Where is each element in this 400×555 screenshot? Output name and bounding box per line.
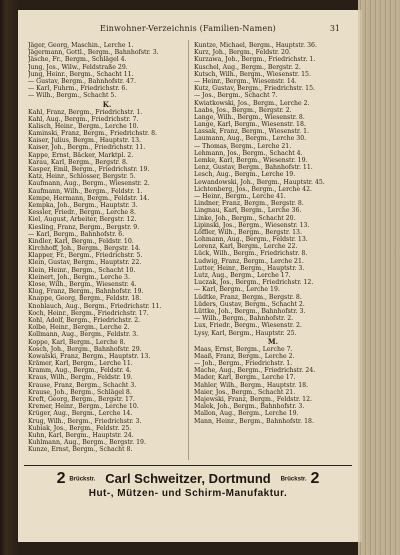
directory-entry: Kosch, Joh., Bergm., Bahnhofstr. 29. <box>28 345 142 353</box>
directory-entry: Kremer, Heinr., Bergm., Lerche 10. <box>28 403 139 411</box>
directory-entry: Luczak, Jos., Bergm., Friedrichstr. 12. <box>194 279 314 287</box>
directory-entry: Kreft, Georg, Bergm., Bergstr. 17. <box>28 396 135 403</box>
directory-entry: Kutz, Gustav, Bergm., Friedrichstr. 15. <box>194 85 315 93</box>
directory-entry: Kuhn, Karl, Bergm., Hauptstr. 24. <box>28 431 134 439</box>
page-number: 31 <box>329 24 340 33</box>
directory-entry: Linke, Joh., Bergm., Schacht 20. <box>194 214 296 222</box>
directory-entry: Lichtenberg, Jos., Bergm., Lerche 42. <box>194 185 312 193</box>
directory-entry: Lenz, Gustav, Bergm., Bahnhofstr. 11. <box>194 164 313 172</box>
page-header <box>18 24 358 38</box>
directory-entry: Krüger, Aug., Bergm., Lerche 14. <box>28 410 133 418</box>
directory-entry: Lipinski, Jos., Bergm., Wiesenstr. 13. <box>194 221 310 229</box>
directory-entry: Lysy, Karl, Bergm., Hauptstr. 25. <box>194 329 297 337</box>
directory-entry: Maier, Jos., Bergm., Schacht 21. <box>194 388 296 396</box>
directory-entry: Koppe, Karl, Bergm., Lerche 8. <box>28 338 126 346</box>
directory-entry: Lüttke, Joh., Bergm., Bahnhofstr. 3. <box>194 307 306 315</box>
directory-entry: Kappe, Ernst, Bäcker, Marktpl. 2. <box>28 151 134 159</box>
left-column <box>28 42 186 454</box>
directory-entry: Krämer, Karl, Bergm., Lerche 11. <box>28 360 133 368</box>
directory-entry: Kubiak, Jos., Bergm., Feldstr. 25. <box>28 424 132 432</box>
directory-entry: Knoblauch, Aug., Bergm., Friedrichstr. 11. <box>28 302 162 310</box>
directory-entry: Kleinert, Joh., Bergm., Lerche 3. <box>28 273 130 281</box>
directory-entry: Jung, Heinr., Bergm., Schacht 11. <box>28 70 134 78</box>
directory-entry: Kasper, Emil, Bergm., Friedrichstr. 19. <box>28 166 150 173</box>
directory-entry: — Karl, Fuhrm., Friedrichstr. 6. <box>28 85 128 93</box>
directory-entry: Koch, Heinr., Bergm., Friedrichstr. 17. <box>28 309 149 317</box>
directory-entry: Lück, Wilh., Bergm., Friedrichstr. 8. <box>194 250 308 258</box>
directory-entry: Kessler, Friedr., Bergm., Lerche 8. <box>28 209 136 217</box>
directory-entry: — Wilh., Bergm., Schacht 5. <box>28 92 117 100</box>
directory-entry: Jung, Jos., Wilw., Feldstraße 29. <box>28 63 128 71</box>
ad-street-left: Brückstr. <box>69 476 96 483</box>
directory-entry: Mader, Karl, Bergm., Lerche 17. <box>194 374 296 382</box>
right-column <box>194 42 352 425</box>
directory-entry: Ludwig, Franz, Bergm., Lerche 21. <box>194 257 304 265</box>
directory-entry: Kunze, Ernst, Bergm., Schacht 8. <box>28 446 133 454</box>
page-stack-edge <box>358 0 400 555</box>
directory-entry: Jäsche, Fr., Bergm., Schlägel 4. <box>28 56 127 64</box>
directory-entry: Lüdtke, Franz, Bergm., Bergstr. 8. <box>194 293 302 301</box>
directory-entry: — Heinr., Bergm., Wiesenstr. 14. <box>194 77 297 85</box>
directory-entry: Kaminski, Franz, Bergm., Friedrichstr. 8. <box>28 130 158 138</box>
directory-entry: Kindler, Karl, Bergm., Feldstr. 10. <box>28 237 134 245</box>
directory-entry: Kaiser, Julius, Bergm., Hauptstr. 13. <box>28 137 141 145</box>
directory-entry: Krause, Joh., Bergm., Schlägel 8. <box>28 388 132 396</box>
directory-entry: Kutsch, Wilh., Bergm., Wiesenstr. 15. <box>194 70 311 78</box>
directory-entry: Kuntze, Michael, Bergm., Hauptstr. 36. <box>194 42 317 49</box>
directory-entry: Kahl, Franz, Bergm., Friedrichstr. 1. <box>28 108 143 116</box>
directory-entry: Kohl, Adolf, Bergm., Friedrichstr. 2. <box>28 316 141 324</box>
directory-entry: Kuhlmann, Aug., Bergm., Bergstr. 19. <box>28 439 146 447</box>
directory-entry: Klein, Gustav, Bergm., Hauptstr. 22. <box>28 259 142 267</box>
directory-entry: Kurzawa, Joh., Bergm., Friedrichstr. 1. <box>194 56 316 64</box>
directory-entry: Jäger, Georg, Maschin., Lerche 1. <box>28 42 134 49</box>
directory-entry: Lange, Wilh., Bergm., Wiesenstr. 8. <box>194 113 305 121</box>
directory-entry: Malek, Joh., Bergm., Bahnhofstr. 3. <box>194 403 305 411</box>
directory-entry: Lindner, Franz, Bergm., Bergstr. 8. <box>194 200 304 208</box>
directory-entry: Laumann, Aug., Bergm., Lerche 30. <box>194 135 307 143</box>
directory-entry: Löffler, Wilh., Bergm., Bergstr. 13. <box>194 228 302 236</box>
directory-entry: Kaiser, Joh., Bergm., Friedrichstr. 11. <box>28 144 146 152</box>
directory-entry: Laabs, Jos., Bergm., Bergstr. 2. <box>194 106 292 114</box>
directory-entry: Lewandowski, Joh., Bergm., Hauptstr. 45. <box>194 178 325 186</box>
directory-entry: Kolbe, Heinr., Bergm., Lerche 2. <box>28 324 130 332</box>
ad-number-left: 2 <box>56 470 66 487</box>
directory-entry: Kuschel, Aug., Bergm., Bergstr. 2. <box>194 63 301 71</box>
directory-entry: Klug, Franz, Bergm., Bahnhofstr. 19. <box>28 288 144 296</box>
directory-entry: Lüders, Gustav, Bergm., Schacht 2. <box>194 300 305 308</box>
directory-entry: Maaß, Franz, Bergm., Lerche 2. <box>194 352 295 360</box>
ad-street-right: Brückstr. <box>280 476 307 483</box>
directory-entry: Krug, Wilh., Bergm., Friedrichstr. 3. <box>28 417 142 425</box>
directory-entry: Lohmann, Aug., Bergm., Feldstr. 13. <box>194 236 308 244</box>
directory-entry: Klein, Heinr., Bergm., Schacht 10. <box>28 266 136 274</box>
directory-entry: — Joh., Bergm., Friedrichstr. 1. <box>194 360 293 368</box>
directory-entry: Kempe, Hermann, Bergm., Feldstr. 14. <box>28 194 150 202</box>
directory-entry: Knappe, Georg, Bergm., Feldstr. 18. <box>28 295 142 303</box>
directory-entry: Lux, Friedr., Bergm., Wiesenstr. 2. <box>194 322 302 330</box>
section-letter: K. <box>102 99 112 109</box>
directory-page <box>18 10 358 542</box>
directory-entry: Krause, Franz, Bergm., Schacht 3. <box>28 381 137 389</box>
directory-entry: — Thomas, Bergm., Lerche 21. <box>194 142 292 150</box>
directory-entry: — Jos., Bergm., Schacht 7. <box>194 92 278 100</box>
directory-entry: Kwiatkowski, Jos., Bergm., Lerche 2. <box>194 99 310 107</box>
directory-entry: Kollmann, Aug., Bergm., Feldstr. 3. <box>28 331 139 339</box>
directory-entry: — Heinr., Bergm., Lerche 41. <box>194 192 286 200</box>
directory-entry: Lorenz, Karl, Bergm., Lerche 22. <box>194 243 298 251</box>
directory-entry: Klapper, Fr., Bergm., Friedrichstr. 5. <box>28 252 143 260</box>
directory-entry: Kaufmann, Wilh., Bergm., Feldstr. 1. <box>28 187 143 195</box>
advertisement-banner <box>24 465 352 510</box>
directory-entry: Klose, Wilh., Bergm., Wiesenstr. 4. <box>28 281 137 288</box>
ad-company-name: Carl Schweitzer, Dortmund <box>105 471 271 486</box>
directory-entry: Kraus, Wilh., Bergm., Feldstr. 19. <box>28 374 133 382</box>
directory-entry: Majewski, Franz, Bergm., Feldstr. 12. <box>194 396 313 403</box>
directory-entry: Kiel, August, Arbeiter, Bergstr. 12. <box>28 216 137 224</box>
directory-entry: Mann, Heinr., Bergm., Bahnhofstr. 18. <box>194 417 314 425</box>
directory-entry: Lesch, Aug., Bergm., Lerche 19. <box>194 171 296 179</box>
column-divider <box>188 40 189 460</box>
ad-tagline: Hut-, Mützen- und Schirm-Manufaktur. <box>88 488 288 499</box>
directory-entry: — Karl, Bergm., Bahnhofstr. 6. <box>28 230 125 238</box>
directory-entry: Jägermann, Gottl., Bergm., Bahnhofstr. 3. <box>28 49 159 57</box>
directory-entry: Mallon, Aug., Bergm., Lerche 19. <box>194 410 299 418</box>
directory-entry: Kiesling, Franz, Bergm., Bergstr. 9. <box>28 223 140 231</box>
directory-entry: Lehmann, Jos., Bergm., Schacht 4. <box>194 149 303 157</box>
directory-entry: Lutz, Aug., Bergm., Lerche 17. <box>194 272 291 279</box>
ad-number-right: 2 <box>310 470 320 487</box>
directory-entry: Lange, Karl, Bergm., Wiesenstr. 18. <box>194 121 306 129</box>
directory-entry: Katz, Heinr., Schlosser, Bergstr. 5. <box>28 173 136 181</box>
ad-headline <box>24 470 352 486</box>
directory-entry: Kowalski, Franz, Bergm., Hauptstr. 13. <box>28 352 151 360</box>
directory-entry: Lingnau, Karl, Bergm., Lerche 36. <box>194 207 302 215</box>
directory-entry: — Karl, Bergm., Lerche 19. <box>194 286 280 294</box>
directory-entry: Mahler, Wilh., Bergm., Hauptstr. 18. <box>194 381 309 389</box>
directory-entry: Mache, Aug., Bergm., Friedrichstr. 24. <box>194 367 316 375</box>
directory-entry: Kalisch, Heinr., Bergm., Lerche 10. <box>28 122 139 130</box>
directory-entry: Kempka, Joh., Bergm., Hauptstr. 3. <box>28 201 138 209</box>
page-title: Einwohner-Verzeichnis (Familien-Namen) <box>99 24 276 33</box>
directory-entry: Kaufmann, Aug., Bergm., Wiesenstr. 2. <box>28 180 150 188</box>
directory-entry: Lassak, Franz, Bergm., Wiesenstr. 1. <box>194 128 310 136</box>
directory-entry: Kahl, Aug., Bergm., Friedrichstr. 7. <box>28 115 139 123</box>
directory-entry: Lutter, Heinr., Bergm., Hauptstr. 3. <box>194 264 305 272</box>
section-letter: M. <box>267 336 279 346</box>
directory-entry: — Gustav, Bergm., Bahnhofstr. 47. <box>28 77 136 85</box>
directory-entry: Lemke, Karl, Bergm., Wiesenstr. 19. <box>194 157 308 164</box>
directory-entry: Kirchhoff, Joh., Bergm., Bergstr. 14. <box>28 245 141 253</box>
directory-entry: Karau, Karl, Bergm., Bergstr. 8. <box>28 158 128 166</box>
directory-entry: — Wilh., Bergm., Bahnhofstr. 2. <box>194 315 294 323</box>
directory-entry: Kurz, Joh., Bergm., Feldstr. 20. <box>194 49 291 57</box>
directory-entry: Maas, Ernst, Bergm., Lerche 7. <box>194 345 293 353</box>
directory-entry: Kramm, Aug., Bergm., Feldstr. 4. <box>28 367 132 375</box>
